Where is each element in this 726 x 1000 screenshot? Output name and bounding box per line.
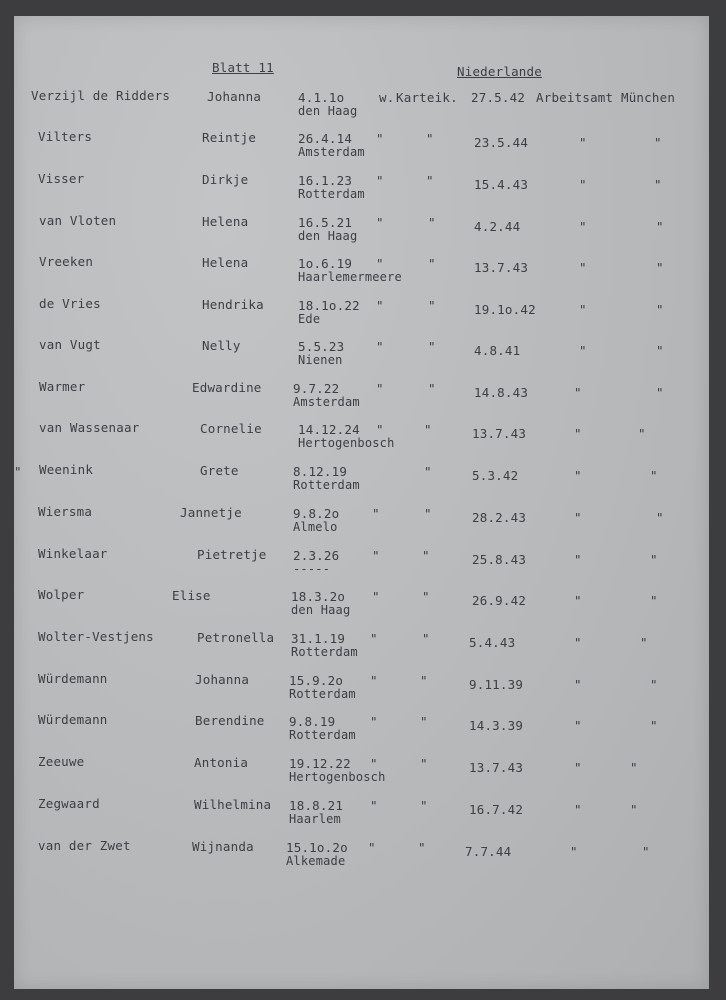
entry-row [14,754,709,796]
ditto-mark: " [428,256,436,271]
entry-row [14,504,709,546]
ditto-mark: " [650,468,658,483]
ditto-mark: " [422,548,430,563]
country-header: Niederlande [457,64,542,79]
ditto-mark: " [420,673,428,688]
birth-date: 4.1.1o [298,90,345,105]
surname: van der Zwet [38,838,131,853]
birth-place: den Haag [291,603,351,617]
registration-date: 9.11.39 [469,677,524,692]
first-name: Reintje [202,130,257,145]
birth-place: Rotterdam [293,478,360,492]
surname: Wolper [38,587,85,602]
sheet-header: Blatt 11 [212,60,274,75]
first-name: Jannetje [180,505,242,520]
ditto-mark: " [370,631,378,646]
first-name: Petronella [197,630,275,645]
birth-date: 5.5.23 [298,339,345,354]
birth-place: Almelo [293,520,338,534]
registration-date: 16.7.42 [469,802,524,817]
ditto-mark: " [418,840,426,855]
birth-date: 15.9.2o [289,673,344,688]
first-name: Helena [202,214,249,229]
birth-place: Ede [298,312,321,326]
ditto-mark: " [376,298,384,313]
ditto-mark: " [372,589,380,604]
birth-date: 14.12.24 [298,422,360,437]
ditto-mark: " [650,593,658,608]
ditto-mark: " [368,840,376,855]
source-note: Karteik. [396,90,458,105]
birth-date: 26.4.14 [298,131,353,146]
surname: Vilters [38,129,93,144]
entry-row [14,88,709,130]
ditto-mark: " [370,756,378,771]
ditto-mark: " [376,339,384,354]
ditto-mark: " [579,343,587,358]
birth-place: den Haag [298,104,358,118]
entry-row [14,254,709,296]
registration-date: 19.1o.42 [474,302,536,317]
ditto-mark: " [654,177,662,192]
first-name: Hendrika [202,297,264,312]
birth-date: 16.1.23 [298,173,353,188]
ditto-mark: " [654,135,662,150]
first-name: Pietretje [197,547,267,562]
ditto-mark: " [656,385,664,400]
ditto-mark: " [570,844,578,859]
birth-place: Amsterdam [298,145,365,159]
ditto-mark: " [376,173,384,188]
ditto-mark: " [14,464,22,479]
registration-date: 5.3.42 [472,468,519,483]
entry-row [14,796,709,838]
registration-date: 15.4.43 [474,177,529,192]
surname: van Wassenaar [39,420,140,435]
ditto-mark: " [579,135,587,150]
surname: Würdemann [38,712,108,727]
birth-place: Hertogenbosch [298,436,395,450]
birth-place: Haarlem [289,812,341,826]
ditto-mark: " [428,339,436,354]
surname: Warmer [39,379,86,394]
ditto-mark: " [642,844,650,859]
ditto-mark: " [420,714,428,729]
birth-place: ----- [293,562,331,576]
surname: van Vloten [39,213,117,228]
registration-date: 7.7.44 [465,844,512,859]
ditto-mark: " [650,552,658,567]
entry-row [14,838,709,880]
birth-date: 8.12.19 [293,464,348,479]
birth-date: 18.3.2o [291,589,346,604]
ditto-mark: " [574,677,582,692]
birth-place: Amsterdam [293,395,360,409]
registration-date: 4.8.41 [474,343,521,358]
entry-row [14,712,709,754]
ditto-mark: " [428,298,436,313]
document-page [14,16,709,989]
ditto-mark: " [370,798,378,813]
ditto-mark: " [630,802,638,817]
birth-date: 9.7.22 [293,381,340,396]
ditto-mark: " [376,256,384,271]
registration-date: 27.5.42 [471,90,526,105]
registration-date: 14.8.43 [474,385,529,400]
ditto-mark: " [574,718,582,733]
birth-place: Hertogenbosch [289,770,386,784]
ditto-mark: " [574,510,582,525]
first-name: Berendine [195,713,265,728]
ditto-mark: " [640,635,648,650]
ditto-mark: " [424,464,432,479]
birth-place: Haarlemermeere [298,270,402,284]
ditto-mark: " [574,468,582,483]
ditto-mark: " [370,673,378,688]
surname: Weenink [39,462,94,477]
entry-row [14,296,709,338]
first-name: Wijnanda [192,839,254,854]
surname: Zeeuwe [38,754,85,769]
birth-date: 1o.6.19 [298,256,353,271]
registration-date: 13.7.43 [474,260,529,275]
ditto-mark: " [428,215,436,230]
surname: Wolter-Vestjens [38,629,154,644]
first-name: Edwardine [192,380,262,395]
birth-date: 18.1o.22 [298,298,360,313]
birth-date: 18.8.21 [289,798,344,813]
ditto-mark: " [574,593,582,608]
ditto-mark: " [656,510,664,525]
first-name: Johanna [195,672,250,687]
registration-date: 13.7.43 [469,760,524,775]
ditto-mark: " [656,260,664,275]
birth-place: Rotterdam [298,187,365,201]
entry-row [14,213,709,255]
ditto-mark: " [579,260,587,275]
office-name: Arbeitsamt München [536,90,676,105]
ditto-mark: " [574,635,582,650]
ditto-mark: " [420,798,428,813]
birth-date: 19.12.22 [289,756,351,771]
ditto-mark: " [630,760,638,775]
ditto-mark: " [574,552,582,567]
surname: Zegwaard [38,796,100,811]
first-name: Wilhelmina [194,797,272,812]
ditto-mark: " [376,381,384,396]
ditto-mark: " [656,302,664,317]
ditto-mark: " [574,760,582,775]
registration-date: 23.5.44 [474,135,529,150]
ditto-mark: " [424,422,432,437]
first-name: Elise [172,588,211,603]
surname: Winkelaar [38,546,108,561]
ditto-mark: " [574,385,582,400]
first-name: Antonia [194,755,249,770]
ditto-mark: " [656,219,664,234]
birth-place: den Haag [298,229,358,243]
ditto-mark: " [638,426,646,441]
registration-date: 25.8.43 [472,552,527,567]
entry-row [14,420,709,462]
entry-row [14,129,709,171]
ditto-mark: " [650,718,658,733]
ditto-mark: " [420,756,428,771]
ditto-mark: " [579,177,587,192]
ditto-mark: " [424,506,432,521]
surname: Würdemann [38,671,108,686]
birth-place: Rotterdam [289,687,356,701]
ditto-mark: " [376,215,384,230]
birth-date: 31.1.19 [291,631,346,646]
ditto-mark: " [372,506,380,521]
first-name: Johanna [207,89,262,104]
entry-row [14,671,709,713]
entry-row [14,629,709,671]
entry-row [14,379,709,421]
birth-place: Rotterdam [289,728,356,742]
surname: de Vries [39,296,101,311]
birth-date: 16.5.21 [298,215,353,230]
first-name: Helena [202,255,249,270]
ditto-mark: " [579,219,587,234]
birth-place: Alkemade [286,854,346,868]
registration-date: 13.7.43 [472,426,527,441]
birth-date: 15.1o.2o [286,840,348,855]
ditto-mark: " [428,381,436,396]
ditto-mark: " [376,131,384,146]
ditto-mark: " [574,426,582,441]
birth-place: Nienen [298,353,343,367]
ditto-mark: " [426,173,434,188]
first-name: Grete [200,463,239,478]
surname: Wiersma [38,504,93,519]
surname: Vreeken [39,254,94,269]
ditto-mark: " [370,714,378,729]
record-marker: w. [379,90,395,105]
birth-date: 2.3.26 [293,548,340,563]
ditto-mark: " [579,302,587,317]
entry-row [14,546,709,588]
ditto-mark: " [426,131,434,146]
surname: van Vugt [39,337,101,352]
ditto-mark: " [422,589,430,604]
ditto-mark: " [376,422,384,437]
first-name: Cornelie [200,421,262,436]
ditto-mark: " [422,631,430,646]
registration-date: 28.2.43 [472,510,527,525]
ditto-mark: " [656,343,664,358]
birth-place: Rotterdam [291,645,358,659]
entry-row [14,587,709,629]
surname: Visser [38,171,85,186]
entry-row [14,171,709,213]
ditto-mark: " [372,548,380,563]
first-name: Dirkje [202,172,249,187]
registration-date: 14.3.39 [469,718,524,733]
entry-row [14,337,709,379]
ditto-mark: " [574,802,582,817]
surname: Verzijl de Ridders [31,88,171,103]
registration-date: 26.9.42 [472,593,527,608]
entry-row [14,462,709,504]
birth-date: 9.8.19 [289,714,336,729]
birth-date: 9.8.2o [293,506,340,521]
registration-date: 5.4.43 [469,635,516,650]
ditto-mark: " [650,677,658,692]
registration-date: 4.2.44 [474,219,521,234]
first-name: Nelly [202,338,241,353]
